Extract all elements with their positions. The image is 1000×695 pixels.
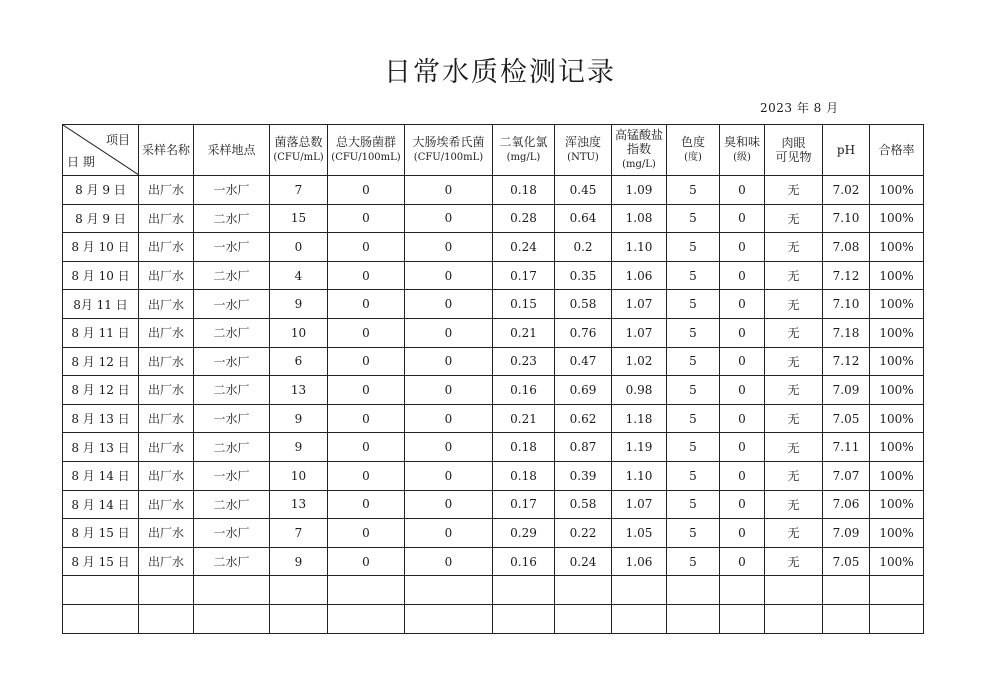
table-cell [194,576,270,605]
column-header [667,125,720,176]
table-cell [612,604,667,633]
table-cell: 5 [667,461,720,490]
table-row [63,347,924,376]
table-cell: 0 [720,490,765,519]
table-cell: 0 [720,176,765,205]
table-cell: 0 [328,261,405,290]
table-row [63,204,924,233]
corner-item-label: 项目 [105,133,130,147]
table-cell: 5 [667,318,720,347]
column-header [555,125,612,176]
table-cell: 5 [667,433,720,462]
table-cell: 8 月 14 日 [63,490,139,519]
table-cell: 0.16 [493,547,555,576]
table-cell: 出厂水 [139,461,194,490]
table-cell [555,604,612,633]
table-cell: 0.45 [555,176,612,205]
table-cell: 0.64 [555,204,612,233]
table-cell: 0 [405,204,493,233]
column-header-line2: (CFU/100mL) [331,152,401,163]
table-cell: 100% [870,404,924,433]
column-header-line1: 二氧化氯 [499,135,548,149]
table-cell: 0 [405,461,493,490]
table-row [63,576,924,605]
table-cell: 0.15 [493,290,555,319]
table-row [63,547,924,576]
table-cell: 7.07 [823,461,870,490]
table-cell: 0 [328,347,405,376]
table-cell [823,576,870,605]
table-cell: 100% [870,347,924,376]
column-header-line3: (mg/L) [622,159,656,170]
column-header-line1: 色度 [680,135,705,149]
table-cell: 1.10 [612,461,667,490]
table-cell: 0 [405,490,493,519]
table-cell: 7.06 [823,490,870,519]
table-row [63,490,924,519]
table-cell: 0.17 [493,261,555,290]
table-cell: 100% [870,261,924,290]
table-cell: 二水厂 [194,547,270,576]
table-cell: 5 [667,176,720,205]
table-cell: 0.62 [555,404,612,433]
table-cell: 7.10 [823,204,870,233]
table-cell: 0 [720,233,765,262]
column-header [870,125,924,176]
column-header-line1: pH [836,143,856,157]
table-cell: 5 [667,547,720,576]
table-cell: 5 [667,404,720,433]
table-cell: 0.29 [493,519,555,548]
table-cell: 0 [720,433,765,462]
column-header [405,125,493,176]
table-cell: 7 [270,519,328,548]
table-cell: 无 [765,233,823,262]
table-cell [194,604,270,633]
table-cell: 100% [870,519,924,548]
table-cell: 0 [405,433,493,462]
table-cell: 无 [765,347,823,376]
table-cell: 二水厂 [194,261,270,290]
table-cell [493,604,555,633]
table-cell: 1.09 [612,176,667,205]
table-cell: 7.08 [823,233,870,262]
table-cell: 7.12 [823,261,870,290]
table-cell: 0 [328,290,405,319]
table-cell: 1.07 [612,290,667,319]
table-cell: 1.02 [612,347,667,376]
table-cell: 无 [765,433,823,462]
table-cell: 出厂水 [139,519,194,548]
table-cell: 8 月 14 日 [63,461,139,490]
column-header [720,125,765,176]
corner-date-label: 日 期 [67,155,95,169]
table-cell: 0 [405,176,493,205]
table-cell: 0 [270,233,328,262]
column-header-line1: 合格率 [878,143,915,157]
table-cell: 0 [720,318,765,347]
table-cell: 一水厂 [194,233,270,262]
table-cell: 0 [720,547,765,576]
table-cell: 无 [765,318,823,347]
column-header-line1: 臭和味 [723,135,760,149]
table-cell: 0.18 [493,176,555,205]
table-cell: 1.10 [612,233,667,262]
table-cell: 1.19 [612,433,667,462]
column-header [328,125,405,176]
column-header-line2: 指数 [626,142,651,156]
table-cell: 6 [270,347,328,376]
table-cell [405,576,493,605]
column-header-line1: 菌落总数 [274,135,323,149]
table-cell: 100% [870,290,924,319]
water-quality-table [62,124,924,634]
table-cell: 出厂水 [139,547,194,576]
table-cell: 0.2 [555,233,612,262]
table-cell: 0 [405,318,493,347]
column-header-line1: 总大肠菌群 [335,135,396,149]
table-cell: 0 [328,233,405,262]
table-row [63,433,924,462]
column-header-line2: (级) [733,152,751,163]
column-header [194,125,270,176]
table-cell: 0.18 [493,461,555,490]
table-row [63,233,924,262]
table-cell: 8 月 11 日 [63,318,139,347]
table-cell: 0 [328,376,405,405]
table-cell: 0.87 [555,433,612,462]
table-cell: 100% [870,233,924,262]
table-cell [405,604,493,633]
table-cell [823,604,870,633]
column-header-line2: (NTU) [567,152,599,163]
column-header-line2: (CFU/100mL) [413,152,484,163]
table-cell: 7.12 [823,347,870,376]
table-cell: 一水厂 [194,290,270,319]
table-cell [765,576,823,605]
table-cell: 0.17 [493,490,555,519]
table-cell: 8 月 13 日 [63,404,139,433]
table-cell: 0 [405,261,493,290]
table-cell: 出厂水 [139,490,194,519]
table-cell: 0 [328,547,405,576]
table-cell: 9 [270,404,328,433]
column-header [823,125,870,176]
table-cell: 8 月 10 日 [63,233,139,262]
table-cell: 0.76 [555,318,612,347]
table-cell [720,576,765,605]
table-cell: 13 [270,490,328,519]
table-cell [63,576,139,605]
table-cell: 9 [270,433,328,462]
table-row [63,404,924,433]
table-cell: 出厂水 [139,176,194,205]
column-header [139,125,194,176]
column-header [765,125,823,176]
table-cell: 5 [667,490,720,519]
table-cell: 5 [667,261,720,290]
table-cell: 4 [270,261,328,290]
page-title: 日常水质检测记录 [384,57,616,88]
table-row [63,290,924,319]
table-cell: 1.07 [612,318,667,347]
table-cell: 0.18 [493,433,555,462]
table-cell: 7.09 [823,519,870,548]
table-cell: 0.98 [612,376,667,405]
table-cell: 5 [667,204,720,233]
table-cell: 无 [765,290,823,319]
table-cell [270,604,328,633]
table-cell: 100% [870,461,924,490]
column-header-line1: 采样地点 [207,143,256,157]
table-cell: 无 [765,176,823,205]
table-cell: 7.18 [823,318,870,347]
table-cell: 无 [765,204,823,233]
corner-header [63,125,139,176]
table-cell [270,576,328,605]
column-header-line2: (mg/L) [506,152,541,163]
table-cell: 0 [720,290,765,319]
table-cell: 一水厂 [194,347,270,376]
column-header [612,125,667,176]
table-cell: 8 月 12 日 [63,376,139,405]
table-cell [870,604,924,633]
table-cell: 100% [870,318,924,347]
table-cell [667,576,720,605]
table-cell: 0.58 [555,290,612,319]
column-header [493,125,555,176]
table-cell: 0 [720,404,765,433]
table-cell: 0 [720,261,765,290]
table-cell [870,576,924,605]
table-cell: 0 [720,347,765,376]
table-cell: 9 [270,547,328,576]
table-cell: 7.05 [823,404,870,433]
table-cell: 5 [667,519,720,548]
column-header-line2: (度) [684,152,702,163]
table-cell [63,604,139,633]
column-header-line2: 可见物 [775,150,812,164]
table-cell: 100% [870,547,924,576]
table-cell: 出厂水 [139,261,194,290]
table-cell: 7.11 [823,433,870,462]
column-header-line2: (CFU/mL) [273,152,324,163]
table-cell: 5 [667,233,720,262]
table-cell: 1.06 [612,261,667,290]
table-cell: 二水厂 [194,490,270,519]
table-cell: 100% [870,376,924,405]
table-cell: 7.05 [823,547,870,576]
table-cell: 0.21 [493,404,555,433]
table-cell: 无 [765,261,823,290]
table-cell: 7 [270,176,328,205]
table-cell: 无 [765,404,823,433]
table-cell [765,604,823,633]
table-cell: 一水厂 [194,519,270,548]
table-cell: 出厂水 [139,404,194,433]
table-cell: 7.02 [823,176,870,205]
table-cell: 0.24 [493,233,555,262]
table-cell: 0 [328,461,405,490]
table-cell: 0 [328,490,405,519]
table-cell [328,604,405,633]
table-cell: 0 [328,204,405,233]
table-cell: 0 [405,233,493,262]
table-cell: 0 [328,519,405,548]
column-header-line1: 大肠埃希氏菌 [412,135,485,149]
table-cell: 出厂水 [139,376,194,405]
table-cell: 5 [667,290,720,319]
table-row [63,376,924,405]
table-cell: 7.09 [823,376,870,405]
header-row [63,125,924,176]
table-cell: 1.18 [612,404,667,433]
table-cell: 二水厂 [194,318,270,347]
column-header-line1: 高锰酸盐 [614,128,663,142]
table-row [63,461,924,490]
table-cell: 无 [765,490,823,519]
table-cell [612,576,667,605]
table-cell: 0 [720,461,765,490]
table-cell [493,576,555,605]
table-cell: 100% [870,433,924,462]
table-cell: 5 [667,347,720,376]
table-cell: 0 [405,404,493,433]
table-cell: 10 [270,461,328,490]
table-cell: 0 [405,347,493,376]
table-cell: 一水厂 [194,461,270,490]
table-row [63,519,924,548]
table-cell: 0.69 [555,376,612,405]
table-cell [328,576,405,605]
table-cell: 出厂水 [139,233,194,262]
table-cell: 出厂水 [139,290,194,319]
table-cell: 9 [270,290,328,319]
table-cell: 0 [328,404,405,433]
table-cell: 8 月 9 日 [63,176,139,205]
table-cell: 一水厂 [194,404,270,433]
table-body [63,176,924,634]
table-cell: 5 [667,376,720,405]
table-cell: 二水厂 [194,433,270,462]
table-cell: 0.21 [493,318,555,347]
column-header [270,125,328,176]
table-cell: 100% [870,490,924,519]
table-cell: 0 [720,376,765,405]
table-cell [667,604,720,633]
table-cell: 无 [765,376,823,405]
table-cell: 0 [328,176,405,205]
table-cell: 0.22 [555,519,612,548]
table-cell: 8 月 13 日 [63,433,139,462]
column-header-line1: 采样名称 [141,143,190,157]
table-cell: 0.35 [555,261,612,290]
table-cell: 出厂水 [139,318,194,347]
table-cell: 0.58 [555,490,612,519]
table-row [63,176,924,205]
table-row [63,604,924,633]
table-cell: 0 [405,519,493,548]
table-cell: 8 月 12 日 [63,347,139,376]
table-cell: 一水厂 [194,176,270,205]
column-header-line1: 肉眼 [781,136,806,150]
column-header-line1: 浑浊度 [564,135,601,149]
table-cell: 8 月 9 日 [63,204,139,233]
table-cell: 8 月 15 日 [63,547,139,576]
record-month: 2023 年 8 月 [760,101,839,115]
table-cell: 0.24 [555,547,612,576]
table-cell: 二水厂 [194,376,270,405]
table-cell: 8月 11 日 [63,290,139,319]
table-cell [720,604,765,633]
table-cell: 无 [765,547,823,576]
table-cell: 0 [405,290,493,319]
table-cell: 8 月 10 日 [63,261,139,290]
table-cell: 无 [765,461,823,490]
table-cell: 0.23 [493,347,555,376]
table-cell: 0 [328,318,405,347]
table-cell: 出厂水 [139,204,194,233]
table-cell: 1.08 [612,204,667,233]
table-cell: 0 [405,376,493,405]
table-cell: 0.47 [555,347,612,376]
table-cell: 10 [270,318,328,347]
table-cell: 7.10 [823,290,870,319]
table-cell: 1.06 [612,547,667,576]
table-cell: 出厂水 [139,347,194,376]
table-cell: 1.05 [612,519,667,548]
table-cell: 0 [328,433,405,462]
table-cell: 0 [720,204,765,233]
table-cell: 0 [720,519,765,548]
table-cell: 100% [870,204,924,233]
table-cell: 15 [270,204,328,233]
table-cell: 0 [405,547,493,576]
table-cell: 二水厂 [194,204,270,233]
table-cell [555,576,612,605]
table-cell: 0.16 [493,376,555,405]
table-cell: 0.28 [493,204,555,233]
table-cell: 8 月 15 日 [63,519,139,548]
table-cell: 13 [270,376,328,405]
table-cell: 100% [870,176,924,205]
table-cell: 0.39 [555,461,612,490]
table-cell: 1.07 [612,490,667,519]
table-row [63,318,924,347]
table-cell: 出厂水 [139,433,194,462]
table-cell: 无 [765,519,823,548]
table-cell [139,576,194,605]
table-cell [139,604,194,633]
table-row [63,261,924,290]
